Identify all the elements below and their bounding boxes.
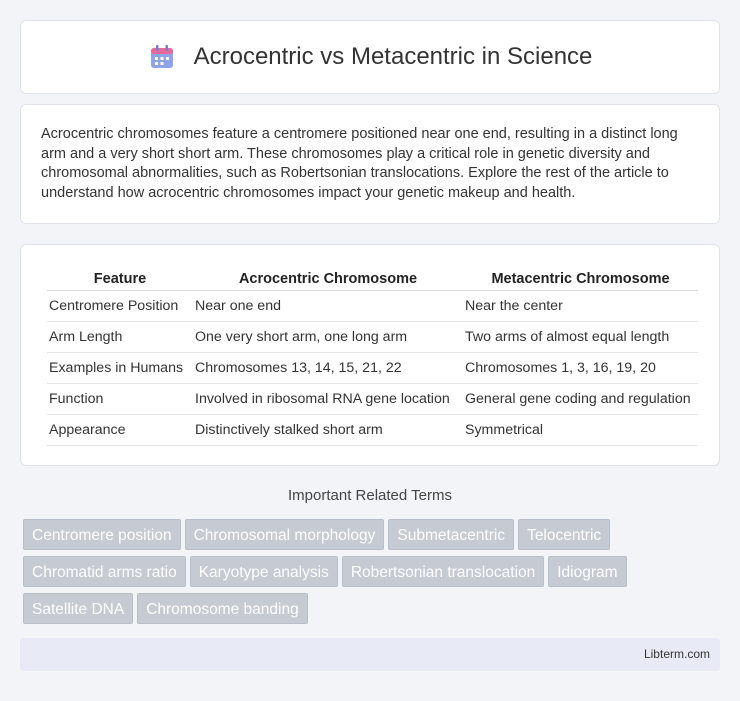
table-header: Metacentric Chromosome (463, 269, 698, 291)
title-card (20, 20, 720, 94)
intro-text: Acrocentric chromosomes feature a centromere positioned near one end, resulting in a distinct long arm and a very short short arm. These chromosomes play a critical role in genetic diversity and chromosomal abnormalities, such as Robertsonian translocations. Explore the rest of the article to understand how acrocentric chromosomes impact your genetic makeup and health. (41, 126, 678, 201)
table-header-row (47, 269, 698, 291)
related-term-tag[interactable]: Idiogram (548, 556, 626, 587)
table-cell: Symmetrical (463, 415, 698, 446)
related-term-tag[interactable]: Chromosomal morphology (185, 519, 385, 550)
table-cell: Centromere Position (47, 291, 193, 322)
related-terms-row (23, 593, 723, 624)
table-cell: One very short arm, one long arm (193, 322, 463, 353)
table-cell: Examples in Humans (47, 353, 193, 384)
related-terms-row (23, 556, 723, 587)
table-row (47, 353, 698, 384)
related-term-tag[interactable]: Chromatid arms ratio (23, 556, 186, 587)
table-cell: Near one end (193, 291, 463, 322)
related-terms-title: Important Related Terms (288, 487, 452, 504)
table-row (47, 415, 698, 446)
table-cell: Two arms of almost equal length (463, 322, 698, 353)
comparison-table (47, 269, 698, 446)
table-cell: Chromosomes 13, 14, 15, 21, 22 (193, 353, 463, 384)
table-cell: Near the center (463, 291, 698, 322)
related-term-tag[interactable]: Submetacentric (388, 519, 514, 550)
table-header: Feature (47, 269, 193, 291)
calendar-icon (148, 43, 176, 71)
related-term-tag[interactable]: Karyotype analysis (190, 556, 338, 587)
related-term-tag[interactable]: Telocentric (518, 519, 610, 550)
intro-card (20, 104, 720, 224)
table-cell: Arm Length (47, 322, 193, 353)
comparison-table-card (20, 244, 720, 466)
related-term-tag[interactable]: Robertsonian translocation (342, 556, 544, 587)
related-terms-row (23, 519, 723, 550)
table-row (47, 291, 698, 322)
table-cell: Function (47, 384, 193, 415)
table-cell: Distinctively stalked short arm (193, 415, 463, 446)
footer-brand[interactable]: Libterm.com (643, 647, 710, 661)
table-header: Acrocentric Chromosome (193, 269, 463, 291)
table-cell: General gene coding and regulation (463, 384, 698, 415)
table-cell: Chromosomes 1, 3, 16, 19, 20 (463, 353, 698, 384)
table-row (47, 322, 698, 353)
related-term-tag[interactable]: Satellite DNA (23, 593, 133, 624)
related-term-tag[interactable]: Centromere position (23, 519, 181, 550)
footer (20, 638, 720, 671)
related-term-tag[interactable]: Chromosome banding (137, 593, 308, 624)
table-cell: Involved in ribosomal RNA gene location (193, 384, 463, 415)
page-title: Acrocentric vs Metacentric in Science (193, 43, 593, 70)
table-row (47, 384, 698, 415)
table-cell: Appearance (47, 415, 193, 446)
